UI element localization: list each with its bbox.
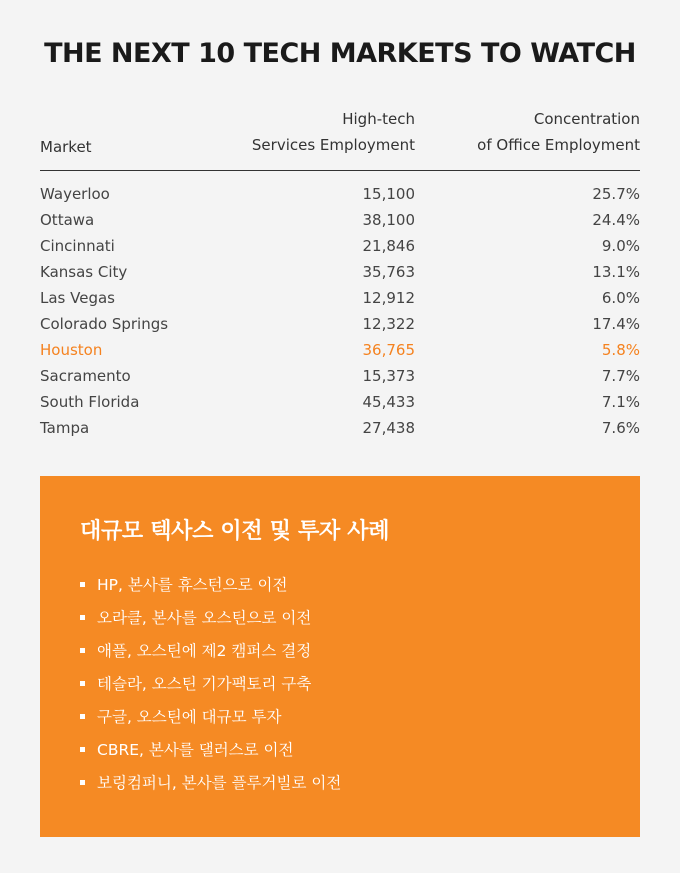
cell-concentration: 7.6% xyxy=(601,419,640,437)
page-title: THE NEXT 10 TECH MARKETS TO WATCH xyxy=(44,38,636,69)
header-employment-line2: Services Employment xyxy=(251,136,415,154)
cell-market: Ottawa xyxy=(40,211,95,229)
table-body xyxy=(40,181,640,441)
list-item-text: 보링컴퍼니, 본사를 플루거빌로 이전 xyxy=(97,774,342,792)
relocation-list xyxy=(80,573,341,804)
table-row xyxy=(40,415,640,441)
cell-market: Tampa xyxy=(40,419,90,437)
list-item xyxy=(80,705,341,738)
list-item-text: 애플, 오스틴에 제2 캠퍼스 결정 xyxy=(97,642,312,660)
table-row xyxy=(40,389,640,415)
cell-concentration: 7.7% xyxy=(601,367,640,385)
table-header xyxy=(40,108,640,171)
table-row xyxy=(40,259,640,285)
cell-concentration: 13.1% xyxy=(592,263,640,281)
header-concentration xyxy=(477,106,640,158)
table-row xyxy=(40,363,640,389)
cell-employment: 12,912 xyxy=(362,289,415,307)
square-bullet-icon xyxy=(80,648,85,653)
cell-concentration: 25.7% xyxy=(592,185,640,203)
list-item-text: HP, 본사를 휴스턴으로 이전 xyxy=(97,576,288,594)
header-employment-line1: High-tech xyxy=(342,110,415,128)
table-row xyxy=(40,233,640,259)
markets-table xyxy=(40,108,640,441)
square-bullet-icon xyxy=(80,747,85,752)
texas-relocation-box xyxy=(40,476,640,837)
table-row xyxy=(40,181,640,207)
header-market: Market xyxy=(40,138,92,156)
cell-market: Colorado Springs xyxy=(40,315,169,333)
cell-employment: 15,373 xyxy=(362,367,415,385)
cell-market: Sacramento xyxy=(40,367,131,385)
list-item xyxy=(80,771,341,804)
cell-employment: 12,322 xyxy=(362,315,415,333)
cell-concentration: 5.8% xyxy=(601,341,640,359)
cell-market: Cincinnati xyxy=(40,237,115,255)
list-item-text: 구글, 오스틴에 대규모 투자 xyxy=(97,708,282,726)
square-bullet-icon xyxy=(80,780,85,785)
cell-employment: 27,438 xyxy=(362,419,415,437)
cell-employment: 38,100 xyxy=(362,211,415,229)
header-concentration-line1: Concentration xyxy=(533,110,640,128)
cell-employment: 45,433 xyxy=(362,393,415,411)
cell-employment: 36,765 xyxy=(362,341,415,359)
cell-concentration: 9.0% xyxy=(601,237,640,255)
box-title: 대규모 텍사스 이전 및 투자 사례 xyxy=(80,519,390,544)
table-row xyxy=(40,207,640,233)
cell-concentration: 6.0% xyxy=(601,289,640,307)
list-item-text: 테슬라, 오스틴 기가팩토리 구축 xyxy=(97,675,312,693)
square-bullet-icon xyxy=(80,681,85,686)
square-bullet-icon xyxy=(80,615,85,620)
list-item-text: CBRE, 본사를 댈러스로 이전 xyxy=(97,741,294,759)
list-item xyxy=(80,573,341,606)
cell-employment: 15,100 xyxy=(362,185,415,203)
list-item xyxy=(80,738,341,771)
table-row xyxy=(40,311,640,337)
header-concentration-line2: of Office Employment xyxy=(477,136,640,154)
cell-concentration: 24.4% xyxy=(592,211,640,229)
list-item xyxy=(80,639,341,672)
list-item xyxy=(80,672,341,705)
square-bullet-icon xyxy=(80,582,85,587)
cell-market: Las Vegas xyxy=(40,289,115,307)
list-item-text: 오라클, 본사를 오스틴으로 이전 xyxy=(97,609,312,627)
cell-concentration: 17.4% xyxy=(592,315,640,333)
cell-concentration: 7.1% xyxy=(601,393,640,411)
table-row xyxy=(40,285,640,311)
cell-employment: 21,846 xyxy=(362,237,415,255)
cell-market: Kansas City xyxy=(40,263,128,281)
cell-market: South Florida xyxy=(40,393,140,411)
header-employment xyxy=(252,106,415,158)
cell-market: Houston xyxy=(40,341,103,359)
square-bullet-icon xyxy=(80,714,85,719)
cell-employment: 35,763 xyxy=(362,263,415,281)
table-row-highlighted xyxy=(40,337,640,363)
list-item xyxy=(80,606,341,639)
cell-market: Wayerloo xyxy=(40,185,110,203)
